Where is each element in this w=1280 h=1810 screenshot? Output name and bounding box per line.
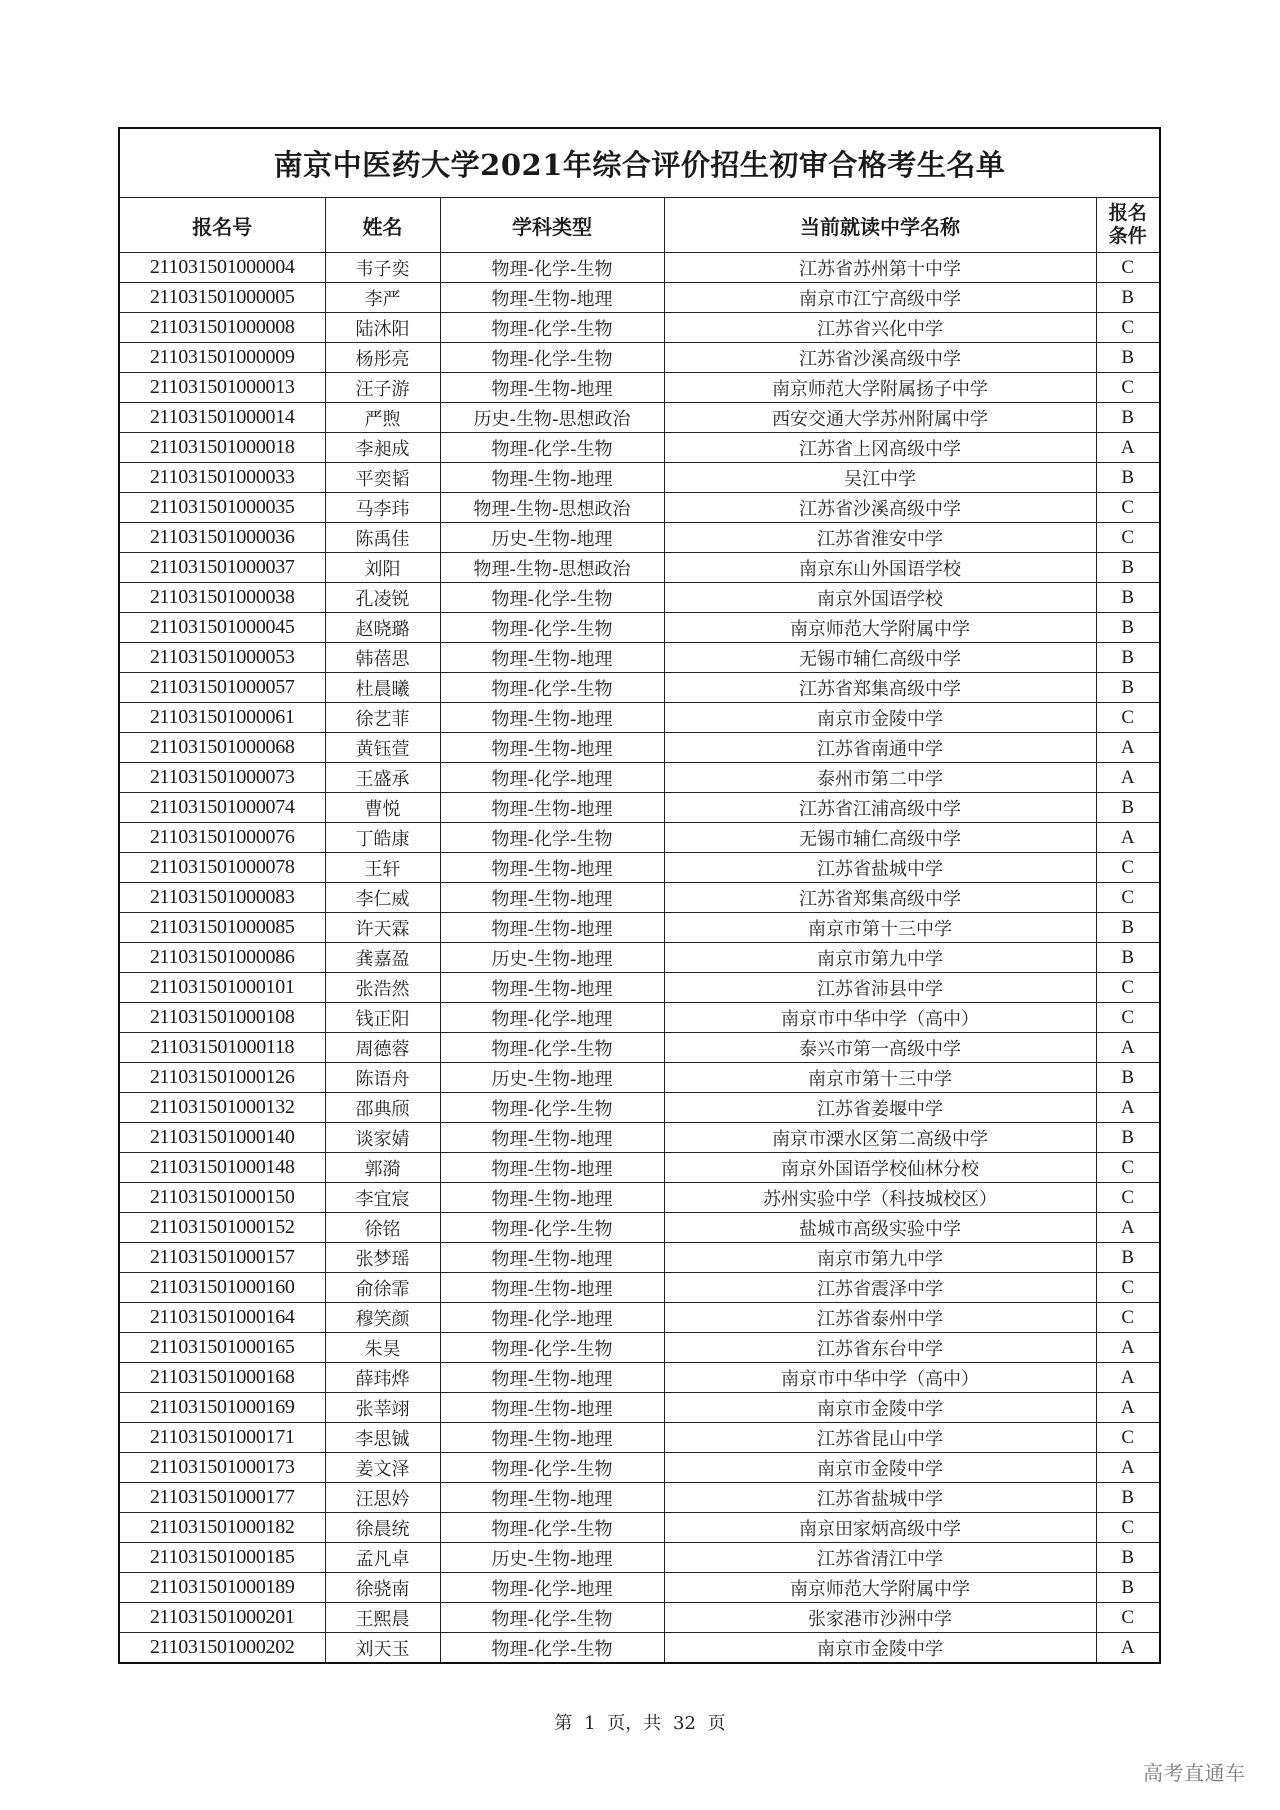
cell-student-name: 徐晨统 [325,1513,440,1543]
cell-school-name: 江苏省郑集高级中学 [664,883,1096,913]
cell-subject-type: 物理-化学-生物 [440,313,664,343]
cell-subject-type: 物理-生物-地理 [440,1273,664,1303]
table-row [119,553,1160,583]
cell-registration-id: 211031501000173 [119,1453,325,1483]
cell-condition: B [1096,943,1160,973]
cell-school-name: 江苏省江浦高级中学 [664,793,1096,823]
cell-subject-type: 物理-生物-地理 [440,283,664,313]
cell-condition: C [1096,1153,1160,1183]
cell-subject-type: 物理-化学-生物 [440,1213,664,1243]
cell-school-name: 江苏省苏州第十中学 [664,253,1096,283]
cell-condition: C [1096,1423,1160,1453]
cell-subject-type: 物理-生物-地理 [440,913,664,943]
table-row [119,973,1160,1003]
table-row [119,523,1160,553]
cell-registration-id: 211031501000068 [119,733,325,763]
cell-school-name: 江苏省姜堰中学 [664,1093,1096,1123]
cell-subject-type: 物理-化学-地理 [440,1303,664,1333]
cell-student-name: 王熙晨 [325,1603,440,1633]
cell-student-name: 马李玮 [325,493,440,523]
cell-condition: C [1096,523,1160,553]
cell-school-name: 江苏省沛县中学 [664,973,1096,1003]
cell-school-name: 南京东山外国语学校 [664,553,1096,583]
cell-subject-type: 物理-化学-生物 [440,1333,664,1363]
table-row [119,943,1160,973]
cell-school-name: 南京市金陵中学 [664,703,1096,733]
cell-subject-type: 物理-生物-地理 [440,883,664,913]
cell-school-name: 南京田家炳高级中学 [664,1513,1096,1543]
cell-school-name: 南京市中华中学（高中） [664,1363,1096,1393]
cell-subject-type: 物理-生物-地理 [440,973,664,1003]
table-row [119,673,1160,703]
column-header-school: 当前就读中学名称 [664,198,1096,253]
table-row [119,1003,1160,1033]
cell-school-name: 江苏省沙溪高级中学 [664,493,1096,523]
cell-school-name: 西安交通大学苏州附属中学 [664,403,1096,433]
table-row [119,493,1160,523]
cell-subject-type: 物理-化学-生物 [440,1093,664,1123]
cell-registration-id: 211031501000085 [119,913,325,943]
cell-student-name: 王轩 [325,853,440,883]
cell-school-name: 江苏省沙溪高级中学 [664,343,1096,373]
cell-subject-type: 物理-化学-生物 [440,823,664,853]
cell-registration-id: 211031501000036 [119,523,325,553]
cell-subject-type: 物理-化学-生物 [440,1453,664,1483]
cell-condition: C [1096,373,1160,403]
cell-school-name: 南京市第九中学 [664,943,1096,973]
cell-condition: C [1096,1003,1160,1033]
cell-registration-id: 211031501000076 [119,823,325,853]
cell-condition: B [1096,913,1160,943]
cell-registration-id: 211031501000009 [119,343,325,373]
cell-registration-id: 211031501000169 [119,1393,325,1423]
cell-student-name: 徐骁南 [325,1573,440,1603]
cell-school-name: 江苏省昆山中学 [664,1423,1096,1453]
cell-student-name: 张梦瑶 [325,1243,440,1273]
cell-condition: C [1096,973,1160,1003]
cell-registration-id: 211031501000160 [119,1273,325,1303]
cell-school-name: 江苏省盐城中学 [664,853,1096,883]
cell-subject-type: 物理-化学-地理 [440,1573,664,1603]
cell-student-name: 俞徐霏 [325,1273,440,1303]
cell-condition: B [1096,1543,1160,1573]
table-row [119,1573,1160,1603]
table-row [119,883,1160,913]
cell-condition: C [1096,1303,1160,1333]
cell-registration-id: 211031501000057 [119,673,325,703]
cell-student-name: 刘阳 [325,553,440,583]
cell-registration-id: 211031501000182 [119,1513,325,1543]
cell-subject-type: 历史-生物-地理 [440,1063,664,1093]
cell-condition: A [1096,763,1160,793]
condition-header-text: 报名条件 [1108,202,1147,247]
cell-school-name: 江苏省盐城中学 [664,1483,1096,1513]
cell-school-name: 南京外国语学校 [664,583,1096,613]
cell-condition: B [1096,463,1160,493]
cell-school-name: 南京市第十三中学 [664,913,1096,943]
cell-registration-id: 211031501000014 [119,403,325,433]
cell-subject-type: 物理-生物-思想政治 [440,553,664,583]
cell-subject-type: 历史-生物-地理 [440,943,664,973]
cell-school-name: 江苏省震泽中学 [664,1273,1096,1303]
cell-subject-type: 物理-化学-地理 [440,763,664,793]
cell-subject-type: 物理-化学-地理 [440,1003,664,1033]
cell-student-name: 李严 [325,283,440,313]
cell-registration-id: 211031501000168 [119,1363,325,1393]
table-row [119,1183,1160,1213]
cell-subject-type: 物理-生物-地理 [440,1363,664,1393]
cell-school-name: 南京市第九中学 [664,1243,1096,1273]
document-title: 南京中医药大学2021年综合评价招生初审合格考生名单 [119,128,1160,198]
cell-registration-id: 211031501000005 [119,283,325,313]
cell-registration-id: 211031501000008 [119,313,325,343]
column-header-condition [1096,198,1160,253]
cell-subject-type: 物理-化学-生物 [440,1033,664,1063]
cell-subject-type: 物理-化学-生物 [440,583,664,613]
cell-school-name: 江苏省上冈高级中学 [664,433,1096,463]
cell-subject-type: 物理-化学-生物 [440,1633,664,1664]
cell-school-name: 苏州实验中学（科技城校区） [664,1183,1096,1213]
table-row [119,643,1160,673]
cell-student-name: 姜文泽 [325,1453,440,1483]
cell-school-name: 泰兴市第一高级中学 [664,1033,1096,1063]
cell-school-name: 南京市江宁高级中学 [664,283,1096,313]
cell-condition: A [1096,1453,1160,1483]
table-row [119,1543,1160,1573]
table-header-row [119,198,1160,253]
cell-student-name: 张浩然 [325,973,440,1003]
cell-subject-type: 物理-生物-思想政治 [440,493,664,523]
table-row [119,253,1160,283]
cell-student-name: 许天霖 [325,913,440,943]
cell-registration-id: 211031501000053 [119,643,325,673]
cell-registration-id: 211031501000061 [119,703,325,733]
cell-student-name: 穆笑颜 [325,1303,440,1333]
cell-registration-id: 211031501000150 [119,1183,325,1213]
cell-condition: A [1096,1033,1160,1063]
cell-registration-id: 211031501000018 [119,433,325,463]
cell-student-name: 赵晓璐 [325,613,440,643]
table-row [119,1033,1160,1063]
cell-student-name: 李思铖 [325,1423,440,1453]
cell-subject-type: 物理-生物-地理 [440,463,664,493]
table-row [119,913,1160,943]
cell-subject-type: 物理-生物-地理 [440,1483,664,1513]
table-row [119,583,1160,613]
cell-school-name: 南京市第十三中学 [664,1063,1096,1093]
cell-condition: B [1096,1063,1160,1093]
cell-school-name: 江苏省泰州中学 [664,1303,1096,1333]
cell-condition: A [1096,1333,1160,1363]
cell-registration-id: 211031501000038 [119,583,325,613]
cell-subject-type: 物理-生物-地理 [440,853,664,883]
cell-registration-id: 211031501000078 [119,853,325,883]
cell-condition: B [1096,343,1160,373]
cell-subject-type: 物理-生物-地理 [440,1423,664,1453]
cell-condition: B [1096,1573,1160,1603]
table-row [119,1213,1160,1243]
cell-condition: A [1096,823,1160,853]
cell-school-name: 吴江中学 [664,463,1096,493]
cell-registration-id: 211031501000073 [119,763,325,793]
cell-condition: C [1096,253,1160,283]
cell-condition: C [1096,1273,1160,1303]
table-row [119,853,1160,883]
cell-school-name: 南京市金陵中学 [664,1633,1096,1664]
cell-student-name: 陈禹佳 [325,523,440,553]
cell-registration-id: 211031501000148 [119,1153,325,1183]
cell-student-name: 龚嘉盈 [325,943,440,973]
cell-condition: C [1096,1183,1160,1213]
cell-condition: B [1096,553,1160,583]
table-row [119,1123,1160,1153]
cell-registration-id: 211031501000165 [119,1333,325,1363]
table-row [119,1603,1160,1633]
table-body [119,253,1160,1664]
cell-student-name: 陆沐阳 [325,313,440,343]
cell-subject-type: 历史-生物-思想政治 [440,403,664,433]
table-row [119,1453,1160,1483]
cell-subject-type: 历史-生物-地理 [440,523,664,553]
cell-registration-id: 211031501000086 [119,943,325,973]
cell-student-name: 李宜宸 [325,1183,440,1213]
table-row [119,1303,1160,1333]
cell-registration-id: 211031501000118 [119,1033,325,1063]
cell-condition: C [1096,1513,1160,1543]
cell-registration-id: 211031501000132 [119,1093,325,1123]
cell-student-name: 汪子游 [325,373,440,403]
cell-registration-id: 211031501000126 [119,1063,325,1093]
cell-school-name: 张家港市沙洲中学 [664,1603,1096,1633]
cell-subject-type: 物理-化学-生物 [440,433,664,463]
cell-school-name: 无锡市辅仁高级中学 [664,823,1096,853]
cell-subject-type: 物理-生物-地理 [440,793,664,823]
cell-student-name: 曹悦 [325,793,440,823]
cell-registration-id: 211031501000045 [119,613,325,643]
column-header-id: 报名号 [119,198,325,253]
table-row [119,1423,1160,1453]
table-row [119,1363,1160,1393]
cell-subject-type: 物理-生物-地理 [440,1243,664,1273]
cell-subject-type: 物理-生物-地理 [440,1393,664,1423]
table-row [119,1063,1160,1093]
cell-condition: B [1096,283,1160,313]
cell-student-name: 平奕韬 [325,463,440,493]
cell-condition: B [1096,613,1160,643]
cell-condition: C [1096,703,1160,733]
cell-registration-id: 211031501000201 [119,1603,325,1633]
cell-subject-type: 物理-生物-地理 [440,643,664,673]
cell-registration-id: 211031501000185 [119,1543,325,1573]
table-row [119,1483,1160,1513]
cell-student-name: 杨彤亮 [325,343,440,373]
cell-condition: C [1096,853,1160,883]
table-row [119,1513,1160,1543]
cell-student-name: 陈语舟 [325,1063,440,1093]
cell-condition: A [1096,433,1160,463]
page-number: 第 1 页，共 32 页 [554,1713,726,1734]
cell-student-name: 周德蓉 [325,1033,440,1063]
table-row [119,613,1160,643]
cell-student-name: 张莘翊 [325,1393,440,1423]
cell-student-name: 孟凡卓 [325,1543,440,1573]
cell-registration-id: 211031501000013 [119,373,325,403]
cell-condition: B [1096,1243,1160,1273]
column-header-name: 姓名 [325,198,440,253]
cell-registration-id: 211031501000033 [119,463,325,493]
cell-school-name: 南京师范大学附属扬子中学 [664,373,1096,403]
cell-student-name: 朱昊 [325,1333,440,1363]
table-row [119,283,1160,313]
table-row [119,793,1160,823]
cell-school-name: 南京外国语学校仙林分校 [664,1153,1096,1183]
table-row [119,1153,1160,1183]
cell-registration-id: 211031501000189 [119,1573,325,1603]
cell-subject-type: 物理-生物-地理 [440,1123,664,1153]
cell-registration-id: 211031501000037 [119,553,325,583]
cell-registration-id: 211031501000074 [119,793,325,823]
cell-condition: A [1096,733,1160,763]
cell-student-name: 徐铭 [325,1213,440,1243]
cell-student-name: 韦子奕 [325,253,440,283]
table-row [119,1243,1160,1273]
cell-subject-type: 物理-生物-地理 [440,373,664,403]
cell-subject-type: 物理-化学-生物 [440,253,664,283]
cell-school-name: 南京师范大学附属中学 [664,613,1096,643]
table-row [119,343,1160,373]
cell-school-name: 南京市金陵中学 [664,1393,1096,1423]
cell-condition: B [1096,673,1160,703]
table-row [119,763,1160,793]
cell-condition: A [1096,1393,1160,1423]
cell-subject-type: 物理-生物-地理 [440,1183,664,1213]
cell-condition: A [1096,1633,1160,1664]
cell-condition: A [1096,1213,1160,1243]
cell-condition: C [1096,313,1160,343]
table-row [119,1093,1160,1123]
table-row [119,313,1160,343]
cell-school-name: 南京市中华中学（高中） [664,1003,1096,1033]
cell-registration-id: 211031501000157 [119,1243,325,1273]
cell-condition: A [1096,1363,1160,1393]
cell-student-name: 李仁威 [325,883,440,913]
cell-school-name: 泰州市第二中学 [664,763,1096,793]
cell-subject-type: 物理-化学-生物 [440,1603,664,1633]
cell-registration-id: 211031501000177 [119,1483,325,1513]
cell-condition: C [1096,1603,1160,1633]
table-row [119,823,1160,853]
cell-subject-type: 物理-生物-地理 [440,703,664,733]
cell-student-name: 丁皓康 [325,823,440,853]
cell-school-name: 南京师范大学附属中学 [664,1573,1096,1603]
cell-registration-id: 211031501000035 [119,493,325,523]
table-row [119,463,1160,493]
cell-student-name: 王盛承 [325,763,440,793]
table-row [119,403,1160,433]
cell-student-name: 黄钰萱 [325,733,440,763]
cell-school-name: 江苏省郑集高级中学 [664,673,1096,703]
table-row [119,1633,1160,1664]
cell-registration-id: 211031501000164 [119,1303,325,1333]
table-row [119,733,1160,763]
watermark: 高考直通车 [1143,1761,1246,1785]
cell-student-name: 刘天玉 [325,1633,440,1664]
cell-student-name: 薛玮烨 [325,1363,440,1393]
table-row [119,703,1160,733]
cell-school-name: 南京市金陵中学 [664,1453,1096,1483]
cell-condition: B [1096,403,1160,433]
cell-subject-type: 物理-生物-地理 [440,1153,664,1183]
cell-condition: B [1096,643,1160,673]
cell-condition: B [1096,1123,1160,1153]
cell-subject-type: 物理-化学-生物 [440,613,664,643]
cell-school-name: 江苏省清江中学 [664,1543,1096,1573]
cell-school-name: 江苏省淮安中学 [664,523,1096,553]
admission-list-table [118,127,1161,1664]
column-header-subjects: 学科类型 [440,198,664,253]
cell-school-name: 盐城市高级实验中学 [664,1213,1096,1243]
cell-subject-type: 物理-化学-生物 [440,343,664,373]
cell-condition: B [1096,793,1160,823]
table-row [119,433,1160,463]
table-row [119,1273,1160,1303]
cell-subject-type: 历史-生物-地理 [440,1543,664,1573]
cell-registration-id: 211031501000083 [119,883,325,913]
cell-student-name: 邵典颀 [325,1093,440,1123]
cell-registration-id: 211031501000202 [119,1633,325,1664]
cell-registration-id: 211031501000140 [119,1123,325,1153]
cell-student-name: 韩蓓思 [325,643,440,673]
cell-student-name: 孔凌锐 [325,583,440,613]
cell-registration-id: 211031501000004 [119,253,325,283]
table-row [119,373,1160,403]
cell-student-name: 严煦 [325,403,440,433]
cell-student-name: 李昶成 [325,433,440,463]
cell-condition: B [1096,1483,1160,1513]
cell-condition: C [1096,493,1160,523]
cell-school-name: 江苏省兴化中学 [664,313,1096,343]
cell-condition: A [1096,1093,1160,1123]
cell-registration-id: 211031501000152 [119,1213,325,1243]
cell-school-name: 江苏省东台中学 [664,1333,1096,1363]
cell-student-name: 徐艺菲 [325,703,440,733]
cell-student-name: 杜晨曦 [325,673,440,703]
cell-student-name: 钱正阳 [325,1003,440,1033]
cell-subject-type: 物理-化学-生物 [440,1513,664,1543]
cell-subject-type: 物理-生物-地理 [440,733,664,763]
cell-condition: B [1096,583,1160,613]
table-row [119,1333,1160,1363]
table-row [119,1393,1160,1423]
cell-subject-type: 物理-化学-生物 [440,673,664,703]
cell-school-name: 南京市溧水区第二高级中学 [664,1123,1096,1153]
cell-school-name: 江苏省南通中学 [664,733,1096,763]
cell-condition: C [1096,883,1160,913]
cell-registration-id: 211031501000108 [119,1003,325,1033]
cell-student-name: 汪思妗 [325,1483,440,1513]
cell-student-name: 谈家婧 [325,1123,440,1153]
cell-registration-id: 211031501000101 [119,973,325,1003]
cell-school-name: 无锡市辅仁高级中学 [664,643,1096,673]
cell-student-name: 郭漪 [325,1153,440,1183]
cell-registration-id: 211031501000171 [119,1423,325,1453]
